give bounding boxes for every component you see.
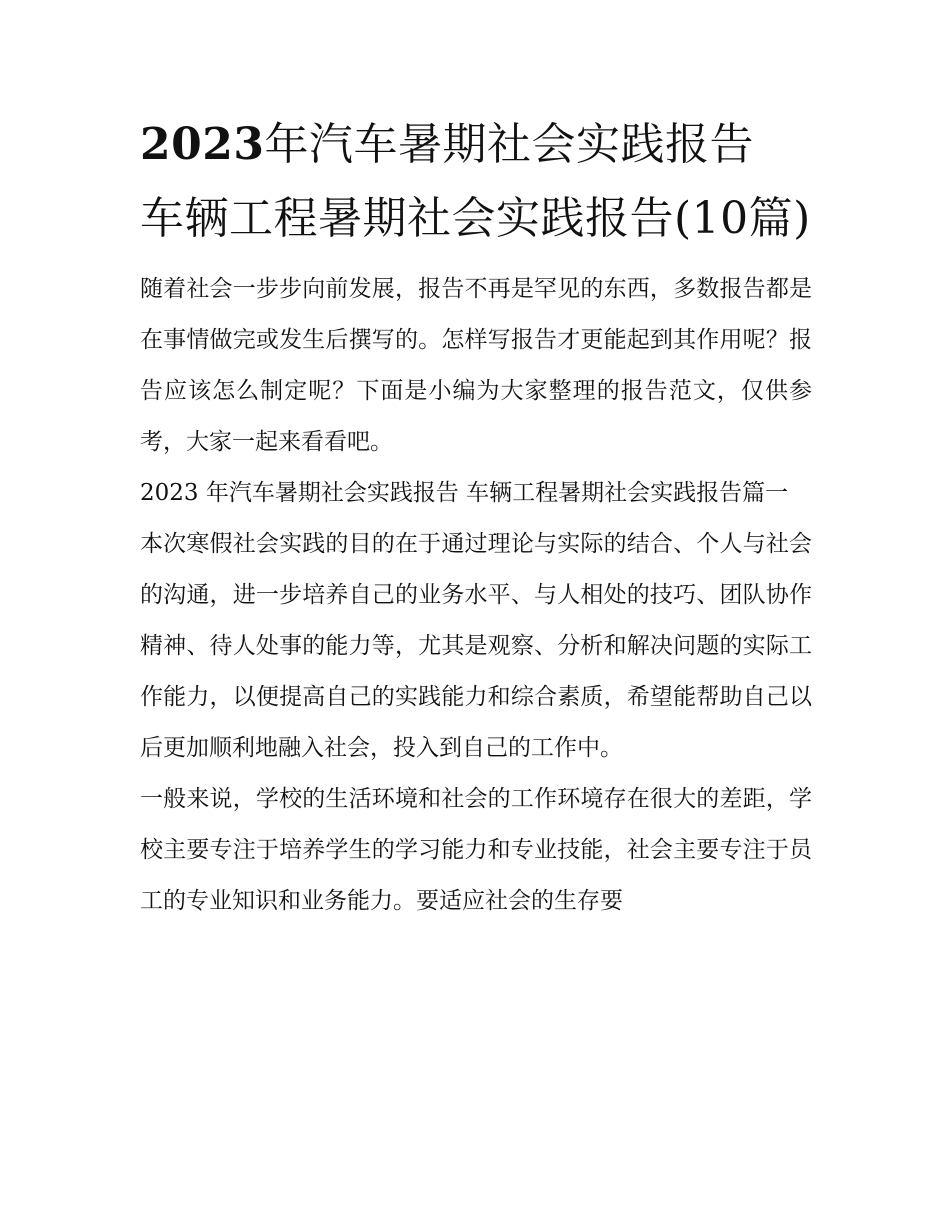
section-heading: 2023 年汽车暑期社会实践报告 车辆工程暑期社会实践报告篇一: [140, 480, 789, 506]
title-year: 2023: [140, 119, 265, 170]
body-paragraph: 本次寒假社会实践的目的在于通过理论与实际的结合、个人与社会的沟通，进一步培养自己的业务水平、与人相处的技巧、团队协作精神、待人处事的能力等，尤其是观察、分析和解决问题的实际工作能力，以便提高自己的实践能力和综合素质，希望能帮助自己以后更加顺利地融入社会，投入到自己的工作中。: [140, 531, 812, 761]
intro-paragraph: 随着社会一步步向前发展，报告不再是罕见的东西，多数报告都是在事情做完或发生后撰写的。怎样写报告才更能起到其作用呢？报告应该怎么制定呢？下面是小编为大家整理的报告范文，仅供参考，大家一起来看看吧。: [140, 276, 812, 455]
document-title: [140, 108, 812, 256]
document-page: [140, 108, 812, 927]
body-paragraph: 一般来说，学校的生活环境和社会的工作环境存在很大的差距，学校主要专注于培养学生的学习能力和专业技能，社会主要专注于员工的专业知识和业务能力。要适应社会的生存要: [140, 786, 812, 914]
title-text: 年汽车暑期社会实践报告 车辆工程暑期社会实践报告(10篇): [140, 119, 811, 244]
